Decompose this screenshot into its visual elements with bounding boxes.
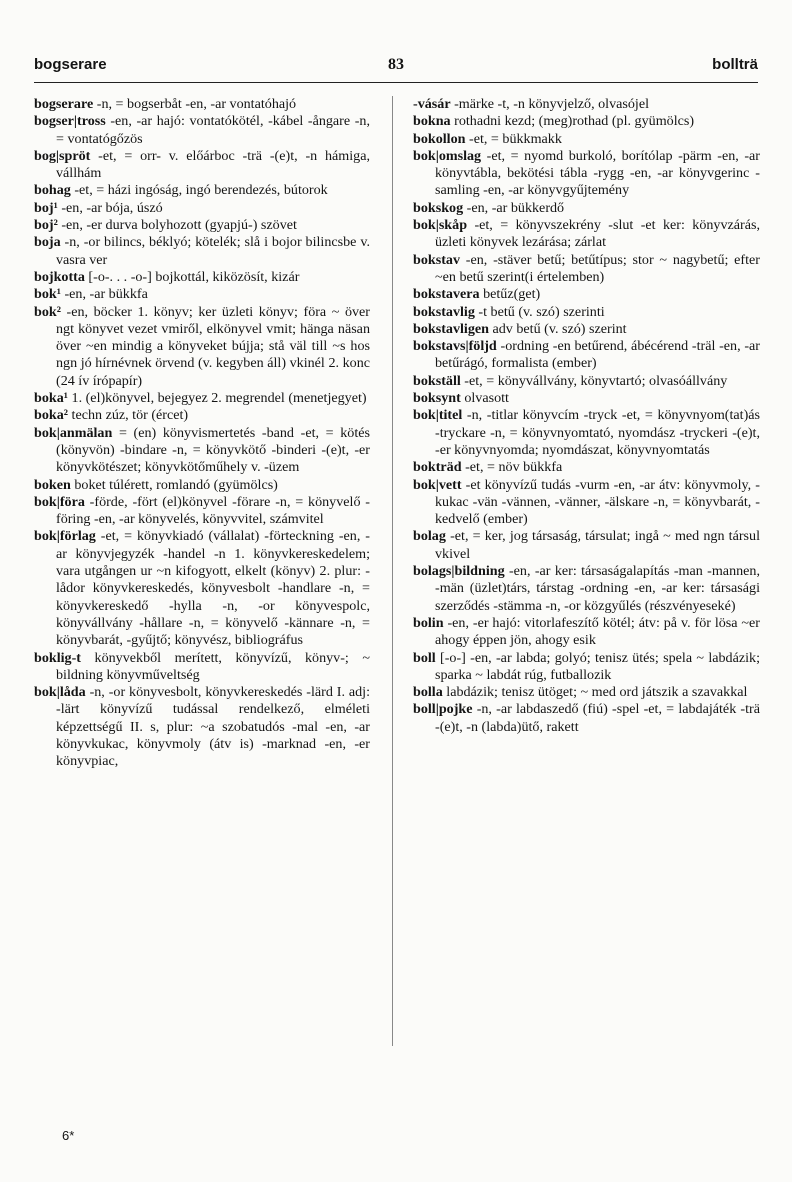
dictionary-entry: bokstavligen adv betű (v. szó) szerint <box>413 320 627 337</box>
dictionary-entry: bog|spröt -et, = orr- v. előárboc -trä -(e)t, -n hámiga, vállhám <box>34 147 370 182</box>
dictionary-entry: bokstavlig -t betű (v. szó) szerinti <box>413 303 605 320</box>
page-header <box>34 56 758 80</box>
dictionary-entry: bolags|bildning -en, -ar ker: társaságalapítás -man -mannen, -män (üzlet)társ, társtag -ordning -en, -ar ker: társasági szerződés -stämma -n, -or közgyűlés (részvényeseké) <box>413 563 760 614</box>
dictionary-entry: bojkotta [-o-. . . -o-] bojkottál, kiközösít, kizár <box>34 268 300 285</box>
dictionary-entry: boken boket túlérett, romlandó (gyümölcs) <box>34 476 278 493</box>
dictionary-entry: bok|förlag -et, = könyvkiadó (vállalat) -förteckning -en, -ar könyvjegyzék -handel -n 1. könyvkereskedelem; vara utgången ur ~n kifogyott, elkelt (könyv) 2. plur: -lådor könyvkereskedés, könyvesbolt -handlare -n, = könyvkereskedő -hylla -n, -or könyvespolc, könyvállvány -hållare -n, = könyvelő -kännare -n, = könyvbarát, -gyűjtő; könyvész, bibliográfus <box>34 528 370 649</box>
dictionary-entry: bokollon -et, = bükkmakk <box>413 130 562 147</box>
dictionary-entry: boll|pojke -n, -ar labdaszedő (fiú) -spel -et, = labdajáték -trä -(e)t, -n (labda)ütő, rakett <box>413 701 760 735</box>
dictionary-entry: bok|vett -et könyvízű tudás -vurm -en, -ar átv: könyvmoly, -kukac -vän -vännen, -vänner, -älskare -n, = könyvbarát, -kedvelő (ember) <box>413 476 760 528</box>
dictionary-entry: boka² techn zúz, tör (ércet) <box>34 407 189 424</box>
left-guide-word: bogserare <box>34 56 107 73</box>
dictionary-entry: bokställ -et, = könyvállvány, könyvtartó; olvasóállvány <box>413 372 728 389</box>
dictionary-entry: bok² -en, böcker 1. könyv; ker üzleti könyv; föra ~ över ngt könyvet vezet vmiről, elkönyvel vmit; hänga näsan över ~en mindig a könyveket bújja; stå väl till ~s hos ngn jó hírnévnek örvend (v. kegyben áll) vkinél 2. konc (24 ív írópapír) <box>34 303 370 389</box>
dictionary-entry: bokstavera betűz(get) <box>413 286 541 303</box>
dictionary-entry: boj¹ -en, -ar bója, úszó <box>34 199 163 216</box>
right-guide-word: bollträ <box>712 56 758 73</box>
dictionary-entry: boksynt olvasott <box>413 390 509 407</box>
dictionary-entry: boll [-o-] -en, -ar labda; golyó; tenisz ütés; spela ~ labdázik; sparka ~ labdát rúg, futballozik <box>413 649 760 683</box>
dictionary-entry: bok|titel -n, -titlar könyvcím -tryck -et, = könyvnyom(tat)ás -tryckare -n, = könyvnyomtató, nyomdász -tryckeri -(e)t, -er könyvnyomda; nyomdászat, könyvnyomtatás <box>413 407 760 458</box>
dictionary-entry: bokträd -et, = növ bükkfa <box>413 459 563 476</box>
dictionary-entry: bohag -et, = házi ingóság, ingó berendezés, bútorok <box>34 182 328 199</box>
dictionary-entry: bokstav -en, -stäver betű; betűtípus; stor ~ nagybetű; efter ~en betű szerint(i értelemben) <box>413 251 760 285</box>
dictionary-entry: bogserare -n, = bogserbåt -en, -ar vontatóhajó <box>34 96 297 112</box>
page-number: 83 <box>388 56 404 73</box>
dictionary-entry: bogser|tross -en, -ar hajó: vontatókötél, -kábel -ångare -n, = vontatógőzös <box>34 113 370 147</box>
dictionary-entry: bolla labdázik; tenisz ütöget; ~ med ord játszik a szavakkal <box>413 684 748 701</box>
dictionary-entry: bolin -en, -er hajó: vitorlafeszítő kötél; átv: på v. för lösa ~er ahogy éppen jön, ahogy esik <box>413 614 760 649</box>
dictionary-entry: bokskog -en, -ar bükkerdő <box>413 199 565 216</box>
dictionary-entry: bok|skåp -et, = könyvszekrény -slut -et ker: könyvzárás, üzleti könyvek lezárása; zárlat <box>413 217 760 251</box>
dictionary-entry: bokstavs|följd -ordning -en betűrend, ábécérend -träl -en, -ar betűrágó, formalista (ember) <box>413 338 760 372</box>
dictionary-entry: bokna rothadni kezd; (meg)rothad (pl. gyümölcs) <box>413 113 695 130</box>
signature-mark: 6* <box>62 1128 75 1143</box>
dictionary-entry: bok|föra -förde, -fört (el)könyvel -förare -n, = könyvelő -föring -en, -ar könyvelés, könyvvitel, számvitel <box>34 493 370 528</box>
dictionary-entry: bolag -et, = ker, jog társaság, társulat; ingå ~ med ngn társul vkivel <box>413 528 760 562</box>
dictionary-entry: boka¹ 1. (el)könyvel, bejegyez 2. megrendel (menetjegyet) <box>34 390 367 407</box>
dictionary-entry: bok|anmälan = (en) könyvismertetés -band -et, = kötés (könyvön) -bindare -n, = könyvkötő -binderi -(e)t, -er könyvkötészet; könyvkötőműhely v. -üzem <box>34 424 370 476</box>
dictionary-entry: boj² -en, -er durva bolyhozott (gyapjú-) szövet <box>34 217 297 234</box>
dictionary-entry: bok¹ -en, -ar bükkfa <box>34 286 148 303</box>
dictionary-entry: -vásár -märke -t, -n könyvjelző, olvasójel <box>413 96 650 112</box>
dictionary-entry: bok|låda -n, -or könyvesbolt, könyvkereskedés -lärd I. adj: -lärt könyvízű tudással rendelkező, elméleti képzettségű II. s, plur: ~a szobatudós -mal -en, -ar könyvkukac, könyvmoly (átv is) -marknad -en, -er könyvpiac, <box>34 684 370 770</box>
left-column <box>34 96 370 771</box>
column-divider <box>392 96 393 1046</box>
right-column <box>413 96 760 736</box>
dictionary-entry: bok|omslag -et, = nyomd burkoló, borítólap -pärm -en, -ar könyvtábla, bekötési tábla -rygg -en, -ar könyvgerinc -samling -en, -ar könyvgyűjtemény <box>413 147 760 199</box>
dictionary-entry: boja -n, -or bilincs, béklyó; kötelék; slå i bojor bilincsbe v. vasra ver <box>34 234 370 268</box>
header-rule <box>34 82 758 83</box>
dictionary-entry: boklig-t könyvekből merített, könyvízű, könyv-; ~ bildning könyvműveltség <box>34 649 370 683</box>
